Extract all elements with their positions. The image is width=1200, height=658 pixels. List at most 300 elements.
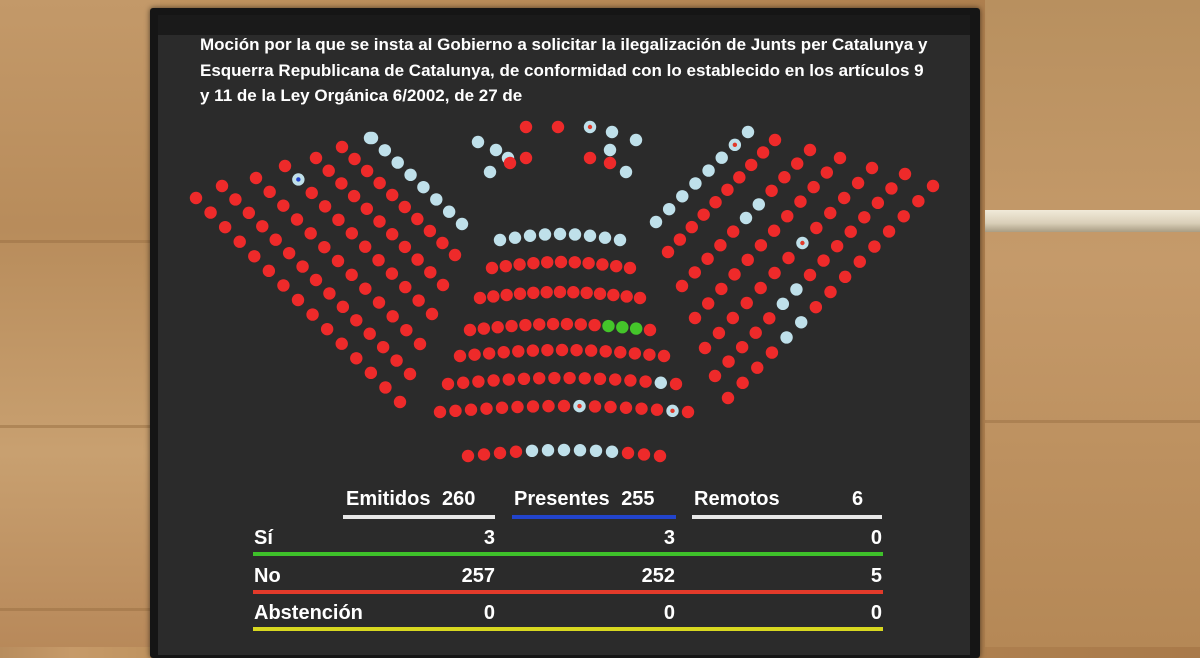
seat [483, 347, 495, 359]
seat [487, 374, 499, 386]
seat [390, 354, 402, 366]
seat [630, 322, 642, 334]
seat [399, 241, 411, 253]
seat [686, 221, 698, 233]
seat [394, 396, 406, 408]
seat [449, 405, 461, 417]
seat [540, 286, 552, 298]
seat [541, 256, 553, 268]
seat [283, 247, 295, 259]
seat [527, 400, 539, 412]
seat [414, 338, 426, 350]
seat [500, 260, 512, 272]
seat [872, 197, 884, 209]
seat [250, 172, 262, 184]
seat [644, 324, 656, 336]
seat [614, 234, 626, 246]
seat [472, 136, 484, 148]
seat-marker [670, 409, 674, 413]
seat [373, 177, 385, 189]
seat [377, 341, 389, 353]
seat [474, 292, 486, 304]
no-remotos: 5 [870, 565, 882, 587]
seat [654, 450, 666, 462]
seat [518, 373, 530, 385]
seat [256, 220, 268, 232]
presentes-underline [512, 515, 676, 519]
motion-title: Moción por la que se insta al Gobierno a solicitar la ilegalización de Junts per Catalunya y Esquerra Republicana de Catalunya, de conformidad con lo establecido en los artículos 9 y 11 de la Ley Orgánica 6/2002, de 27 de [200, 35, 928, 105]
seat [602, 320, 614, 332]
seat [663, 203, 675, 215]
seat [243, 207, 255, 219]
seat [650, 216, 662, 228]
row-label-si: Sí [254, 527, 273, 549]
seat [838, 192, 850, 204]
seat [600, 345, 612, 357]
seat [585, 344, 597, 356]
seat [498, 346, 510, 358]
seat [741, 297, 753, 309]
seat [361, 165, 373, 177]
seat [702, 164, 714, 176]
seat [580, 287, 592, 299]
seat [494, 234, 506, 246]
seat [310, 274, 322, 286]
seat [527, 287, 539, 299]
seat [434, 406, 446, 418]
seat [411, 253, 423, 265]
remotos-underline [692, 515, 882, 519]
remotos-label: Remotos [694, 488, 780, 510]
seat [350, 352, 362, 364]
seat [589, 400, 601, 412]
seat [584, 230, 596, 242]
seat [552, 121, 564, 133]
seat [454, 350, 466, 362]
seat [722, 392, 734, 404]
seat-marker [296, 177, 300, 181]
seat [622, 447, 634, 459]
seat [512, 345, 524, 357]
seat [336, 141, 348, 153]
seat [556, 344, 568, 356]
seat [541, 344, 553, 356]
seat [318, 241, 330, 253]
seat [567, 286, 579, 298]
header-remotos [694, 488, 780, 511]
seat [751, 362, 763, 374]
seat [662, 246, 674, 258]
seat [547, 318, 559, 330]
seat [527, 344, 539, 356]
seat [323, 165, 335, 177]
seat [296, 260, 308, 272]
seat [292, 294, 304, 306]
seat [306, 308, 318, 320]
abstencion-line [253, 627, 883, 631]
seat [768, 267, 780, 279]
seat [780, 331, 792, 343]
seat [478, 448, 490, 460]
seat [504, 157, 516, 169]
seat [885, 182, 897, 194]
seat [510, 446, 522, 458]
seat [898, 210, 910, 222]
seat [689, 266, 701, 278]
seat [713, 327, 725, 339]
seat [392, 156, 404, 168]
emitidos-label: Emitidos [346, 488, 431, 510]
hemicycle-seat-map [158, 15, 970, 485]
seat [795, 316, 807, 328]
seat [437, 279, 449, 291]
seat [715, 283, 727, 295]
seat [781, 210, 793, 222]
seat [364, 132, 376, 144]
seat [701, 253, 713, 265]
seat [689, 312, 701, 324]
row-label-abstencion: Abstención [254, 602, 363, 624]
seat [570, 344, 582, 356]
seat [386, 267, 398, 279]
seat [569, 256, 581, 268]
seat [709, 196, 721, 208]
seat [496, 402, 508, 414]
seat [629, 347, 641, 359]
seat [782, 252, 794, 264]
seat [604, 144, 616, 156]
seat [709, 370, 721, 382]
header-presentes [514, 488, 655, 511]
seat [520, 121, 532, 133]
seat [651, 404, 663, 416]
seat [263, 186, 275, 198]
seat [740, 212, 752, 224]
seat [373, 215, 385, 227]
seat [542, 400, 554, 412]
seat [442, 378, 454, 390]
seat [702, 297, 714, 309]
seat [359, 282, 371, 294]
seat [319, 200, 331, 212]
seat [614, 346, 626, 358]
seat [364, 328, 376, 340]
seat-marker [577, 404, 581, 408]
seat [810, 301, 822, 313]
seat [306, 187, 318, 199]
seat [606, 126, 618, 138]
seat [733, 171, 745, 183]
seat [558, 400, 570, 412]
seat [757, 146, 769, 158]
seat [745, 159, 757, 171]
seat [291, 213, 303, 225]
abstencion-presentes: 0 [663, 602, 675, 624]
seat [569, 228, 581, 240]
seat [807, 181, 819, 193]
seat [336, 338, 348, 350]
seat [624, 262, 636, 274]
seat [755, 239, 767, 251]
seat [655, 377, 667, 389]
seat [716, 152, 728, 164]
seat [279, 160, 291, 172]
seat [462, 450, 474, 462]
seat [638, 448, 650, 460]
seat [511, 401, 523, 413]
seat [503, 373, 515, 385]
seat [277, 199, 289, 211]
seat [491, 321, 503, 333]
seat [607, 289, 619, 301]
seat [500, 289, 512, 301]
seat [766, 346, 778, 358]
seat [854, 256, 866, 268]
seat [379, 381, 391, 393]
seat [670, 378, 682, 390]
seat [561, 318, 573, 330]
seat [736, 377, 748, 389]
seat [831, 240, 843, 252]
seat [494, 447, 506, 459]
seat [821, 166, 833, 178]
seat [839, 271, 851, 283]
emitidos-underline [343, 515, 495, 519]
seat [899, 168, 911, 180]
header-emitidos [346, 488, 475, 511]
wall-seam [0, 608, 160, 611]
seat [624, 374, 636, 386]
seat [676, 190, 688, 202]
seat [582, 257, 594, 269]
wall-seam [985, 420, 1200, 423]
seat [465, 404, 477, 416]
seat [754, 282, 766, 294]
seat [588, 319, 600, 331]
seat [487, 290, 499, 302]
seat [443, 206, 455, 218]
seat [594, 373, 606, 385]
seat [676, 280, 688, 292]
seat [845, 226, 857, 238]
seat [604, 157, 616, 169]
seat [379, 144, 391, 156]
seat [858, 211, 870, 223]
seat [791, 157, 803, 169]
seat [277, 279, 289, 291]
seat [689, 177, 701, 189]
seat [386, 310, 398, 322]
si-remotos: 0 [870, 527, 882, 549]
seat [616, 321, 628, 333]
seat [323, 287, 335, 299]
seat [912, 195, 924, 207]
seat [727, 312, 739, 324]
seat [765, 185, 777, 197]
seat [490, 144, 502, 156]
emitidos-value: 260 [442, 488, 476, 510]
seat [229, 193, 241, 205]
seat [449, 249, 461, 261]
seat [361, 203, 373, 215]
seat [310, 152, 322, 164]
seat [699, 342, 711, 354]
si-line [253, 552, 883, 556]
seat [609, 373, 621, 385]
abstencion-emitidos: 0 [483, 602, 495, 624]
seat [386, 228, 398, 240]
seat [321, 323, 333, 335]
seat [674, 233, 686, 245]
seat [270, 234, 282, 246]
seat [335, 177, 347, 189]
seat [234, 236, 246, 248]
seat [563, 372, 575, 384]
seat [539, 228, 551, 240]
seat [736, 341, 748, 353]
seat [345, 269, 357, 281]
seat [359, 241, 371, 253]
seat [824, 207, 836, 219]
seat [824, 286, 836, 298]
seat [399, 281, 411, 293]
seat [411, 213, 423, 225]
seat [332, 255, 344, 267]
seat [620, 166, 632, 178]
seat [484, 166, 496, 178]
seat [794, 195, 806, 207]
seat [558, 444, 570, 456]
seat [554, 286, 566, 298]
seat [404, 368, 416, 380]
seat [348, 153, 360, 165]
seat [554, 228, 566, 240]
seat [769, 134, 781, 146]
seat [883, 225, 895, 237]
seat [424, 266, 436, 278]
seat [682, 406, 694, 418]
seat [350, 314, 362, 326]
seat [346, 227, 358, 239]
seat [527, 257, 539, 269]
wall-rail [985, 210, 1200, 232]
presentes-value: 255 [621, 488, 655, 510]
seat [372, 254, 384, 266]
seat [337, 301, 349, 313]
seat [750, 327, 762, 339]
seat [778, 171, 790, 183]
seat [604, 401, 616, 413]
seat [742, 254, 754, 266]
seat [216, 180, 228, 192]
seat [620, 290, 632, 302]
wall-seam [0, 425, 160, 428]
no-line [253, 590, 883, 594]
seat [714, 239, 726, 251]
seat [643, 348, 655, 360]
seat [480, 402, 492, 414]
seat [810, 222, 822, 234]
seat [472, 375, 484, 387]
no-emitidos: 257 [461, 565, 495, 587]
seat [520, 152, 532, 164]
seat [584, 152, 596, 164]
seat [219, 221, 231, 233]
seat [486, 262, 498, 274]
seat-marker [800, 241, 804, 245]
seat [630, 134, 642, 146]
seat [400, 324, 412, 336]
seat [721, 184, 733, 196]
seat-marker [588, 125, 592, 129]
seat [768, 225, 780, 237]
seat [478, 322, 490, 334]
seat-marker [733, 143, 737, 147]
seat [464, 324, 476, 336]
seat [697, 208, 709, 220]
seat [574, 444, 586, 456]
seat [548, 372, 560, 384]
wall-seam [0, 240, 160, 243]
seat [456, 218, 468, 230]
seat [348, 190, 360, 202]
seat [599, 232, 611, 244]
row-label-no: No [254, 565, 281, 587]
seat [727, 225, 739, 237]
seat [927, 180, 939, 192]
seat [430, 193, 442, 205]
seat [457, 377, 469, 389]
seat [424, 225, 436, 237]
seat [635, 402, 647, 414]
seat [804, 144, 816, 156]
abstencion-remotos: 0 [870, 602, 882, 624]
seat [728, 268, 740, 280]
seat [190, 192, 202, 204]
seat [513, 258, 525, 270]
si-presentes: 3 [663, 527, 675, 549]
seat [519, 319, 531, 331]
seat [594, 288, 606, 300]
seat [575, 318, 587, 330]
seat [204, 206, 216, 218]
seat [426, 308, 438, 320]
seat [524, 230, 536, 242]
seat [468, 348, 480, 360]
seat [509, 232, 521, 244]
seat [866, 162, 878, 174]
seat [817, 254, 829, 266]
wall-left [0, 0, 160, 647]
seat [304, 227, 316, 239]
seat [526, 445, 538, 457]
seat [248, 250, 260, 262]
seat [634, 292, 646, 304]
seat [555, 256, 567, 268]
remotos-value: 6 [852, 488, 864, 510]
seat [412, 294, 424, 306]
seat [753, 198, 765, 210]
seat [399, 201, 411, 213]
seat [263, 265, 275, 277]
seat [596, 258, 608, 270]
seat [722, 355, 734, 367]
seat [590, 445, 602, 457]
seat [804, 269, 816, 281]
seat [834, 152, 846, 164]
seat [386, 189, 398, 201]
seat [852, 177, 864, 189]
